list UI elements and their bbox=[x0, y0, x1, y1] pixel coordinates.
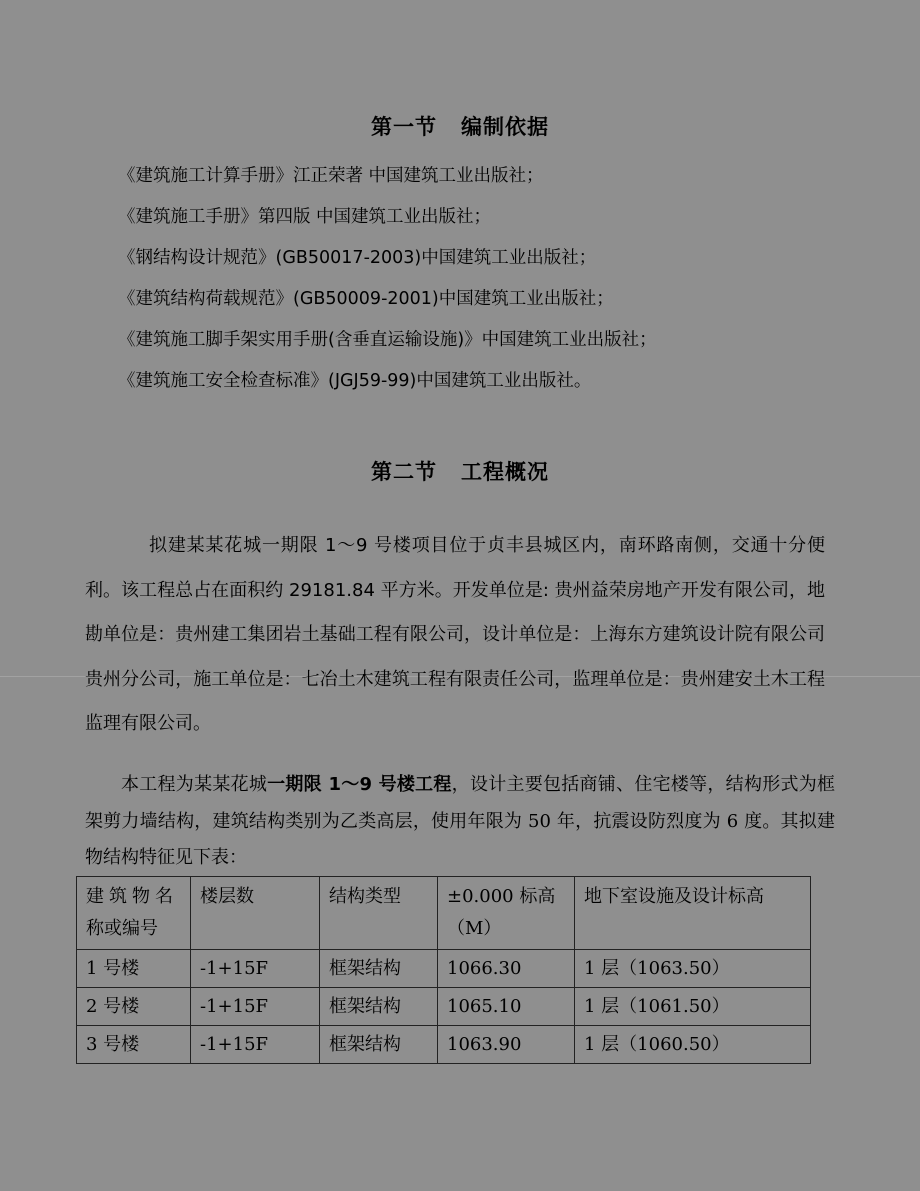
project-intro bbox=[85, 767, 835, 877]
header-name-line2: 称或编号 bbox=[86, 918, 158, 939]
project-overview bbox=[85, 524, 825, 747]
header-elevation-line2: （M） bbox=[447, 918, 502, 939]
cell-elevation: 1065.10 bbox=[438, 988, 575, 1026]
intro-bold-project: 一期限 1～9 号楼工程 bbox=[267, 774, 452, 795]
table-row bbox=[77, 1026, 811, 1064]
intro-suffix: ，设计主要包括商铺、住宅楼等，结构形式为框架剪力墙结构，建筑结构类别为乙类高层，使用年限为 50 年，抗震设防烈度为 6 度。其拟建物结构特征见下表： bbox=[85, 774, 836, 868]
header-elevation-line1: ±0.000 标高 bbox=[447, 886, 556, 907]
table-row bbox=[77, 988, 811, 1026]
cell-name: 3 号楼 bbox=[77, 1026, 191, 1064]
reference-item: 《建筑施工计算手册》江正荣著 中国建筑工业出版社； bbox=[118, 166, 544, 186]
header-name-line1: 建筑物名 bbox=[86, 886, 178, 907]
cell-name: 2 号楼 bbox=[77, 988, 191, 1026]
reference-item: 《建筑施工手册》第四版 中国建筑工业出版社； bbox=[118, 207, 492, 227]
cell-structure: 框架结构 bbox=[320, 1026, 438, 1064]
cell-name: 1 号楼 bbox=[77, 950, 191, 988]
section1-title: 编制依据 bbox=[461, 115, 549, 139]
section1-number: 第一节 bbox=[371, 115, 437, 139]
section2-heading bbox=[0, 456, 920, 486]
cell-floors: -1+15F bbox=[191, 950, 320, 988]
section2-number: 第二节 bbox=[371, 460, 437, 484]
cell-structure: 框架结构 bbox=[320, 988, 438, 1026]
header-structure: 结构类型 bbox=[320, 877, 438, 950]
cell-basement: 1 层（1063.50） bbox=[575, 950, 811, 988]
table-header-row bbox=[77, 877, 811, 950]
cell-elevation: 1063.90 bbox=[438, 1026, 575, 1064]
cell-structure: 框架结构 bbox=[320, 950, 438, 988]
reference-item: 《建筑施工安全检查标准》(JGJ59-99)中国建筑工业出版社。 bbox=[118, 371, 592, 391]
cell-basement: 1 层（1061.50） bbox=[575, 988, 811, 1026]
section1-heading bbox=[0, 111, 920, 141]
header-basement: 地下室设施及设计标高 bbox=[575, 877, 811, 950]
cell-elevation: 1066.30 bbox=[438, 950, 575, 988]
cell-floors: -1+15F bbox=[191, 988, 320, 1026]
intro-paragraph bbox=[85, 767, 835, 877]
reference-item: 《建筑结构荷载规范》(GB50009-2001)中国建筑工业出版社； bbox=[118, 289, 614, 309]
header-name bbox=[77, 877, 191, 950]
header-elevation bbox=[438, 877, 575, 950]
intro-prefix: 本工程为某某花城 bbox=[121, 774, 268, 795]
overview-paragraph: 拟建某某花城一期限 1～9 号楼项目位于贞丰县城区内，南环路南侧，交通十分便利。该工程总占在面积约 29181.84 平方米。开发单位是: 贵州益荣房地产开发有限公司，地勘单位是：贵州建工集团岩土基础工程有限公司，设计单位是：上海东方建筑设计院有限公司贵州分公司，施工单位是：七冶土木建筑工程有限责任公司，监理单位是：贵州建安土木工程监理有限公司。 bbox=[85, 535, 825, 734]
cell-floors: -1+15F bbox=[191, 1026, 320, 1064]
reference-item: 《钢结构设计规范》(GB50017-2003)中国建筑工业出版社； bbox=[118, 248, 597, 268]
reference-item: 《建筑施工脚手架实用手册(含垂直运输设施)》中国建筑工业出版社； bbox=[118, 330, 657, 350]
section2-title: 工程概况 bbox=[461, 460, 549, 484]
building-structure-table bbox=[76, 876, 811, 1064]
reference-list bbox=[118, 160, 657, 406]
table-row bbox=[77, 950, 811, 988]
cell-basement: 1 层（1060.50） bbox=[575, 1026, 811, 1064]
header-floors: 楼层数 bbox=[191, 877, 320, 950]
